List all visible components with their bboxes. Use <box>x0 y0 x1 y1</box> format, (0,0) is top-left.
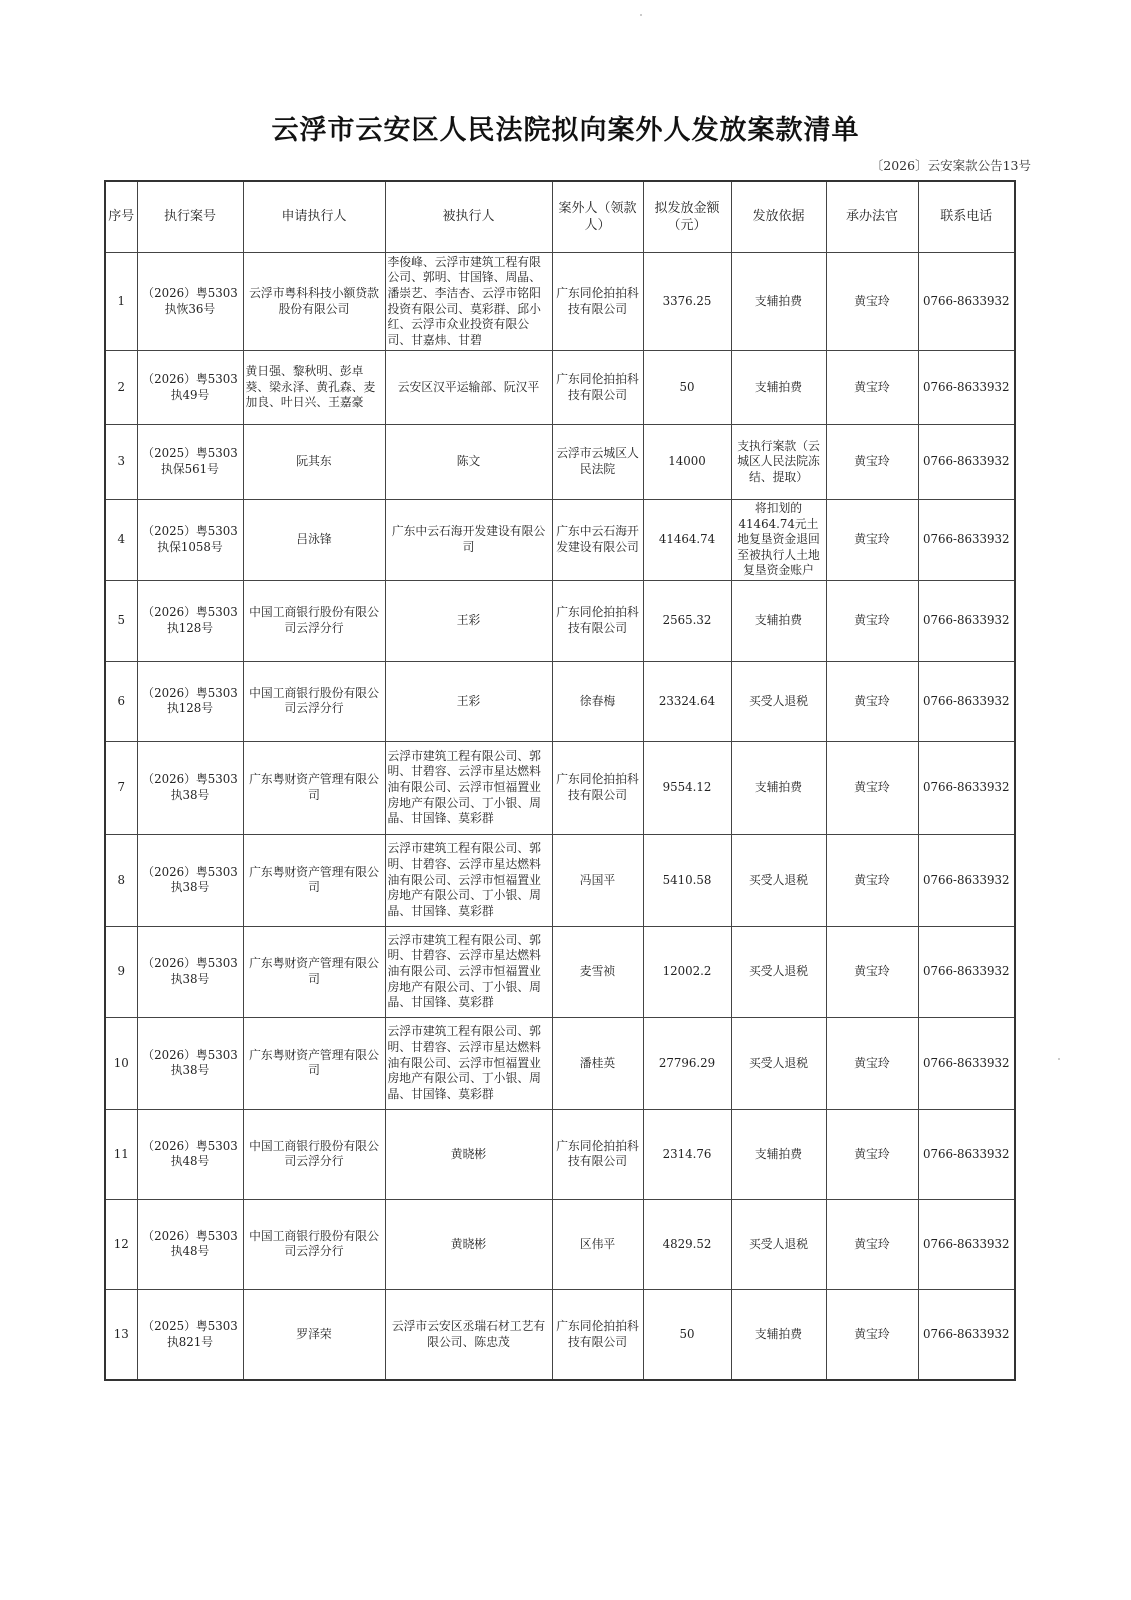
cell-judge: 黄宝玲 <box>826 741 918 834</box>
cell-judge: 黄宝玲 <box>826 1017 918 1109</box>
table-row <box>105 1017 1015 1109</box>
cell-payee: 广东同伦拍拍科技有限公司 <box>552 1109 643 1199</box>
cell-phone: 0766-8633932 <box>918 1199 1015 1289</box>
cell-respondent: 陈文 <box>385 425 552 500</box>
cell-payee: 广东同伦拍拍科技有限公司 <box>552 1289 643 1380</box>
cell-respondent: 云浮市建筑工程有限公司、郭明、甘碧容、云浮市星达燃料油有限公司、云浮市恒福置业房地产有限公司、丁小银、周晶、甘国锋、莫彩群 <box>385 834 552 926</box>
table-row <box>105 1289 1015 1380</box>
cell-no: 5 <box>105 580 137 661</box>
cell-no: 7 <box>105 741 137 834</box>
cell-basis: 买受人退税 <box>731 1017 826 1109</box>
col-header-respondent: 被执行人 <box>385 181 552 253</box>
cell-applicant: 黄日强、黎秋明、彭卓葵、梁永泽、黄孔森、麦加良、叶日兴、王嘉豪 <box>243 351 385 425</box>
cell-applicant: 广东粤财资产管理有限公司 <box>243 1017 385 1109</box>
cell-payee: 潘桂英 <box>552 1017 643 1109</box>
cell-case: （2026）粤5303执38号 <box>137 741 243 834</box>
cell-applicant: 罗泽荣 <box>243 1289 385 1380</box>
cell-phone: 0766-8633932 <box>918 1017 1015 1109</box>
cell-basis: 将扣划的41464.74元土地复垦资金退回至被执行人土地复垦资金账户 <box>731 500 826 581</box>
cell-phone: 0766-8633932 <box>918 1289 1015 1380</box>
cell-basis: 买受人退税 <box>731 834 826 926</box>
cell-judge: 黄宝玲 <box>826 253 918 351</box>
notice-number: 〔2026〕云安案款公告13号 <box>870 158 1031 173</box>
cell-case: （2026）粤5303执128号 <box>137 580 243 661</box>
cell-basis: 支辅拍费 <box>731 253 826 351</box>
cell-phone: 0766-8633932 <box>918 741 1015 834</box>
col-header-case: 执行案号 <box>137 181 243 253</box>
table-row <box>105 425 1015 500</box>
cell-no: 8 <box>105 834 137 926</box>
cell-phone: 0766-8633932 <box>918 425 1015 500</box>
scan-speck <box>1058 1058 1060 1060</box>
payout-table <box>104 180 1016 1381</box>
cell-applicant: 中国工商银行股份有限公司云浮分行 <box>243 661 385 741</box>
col-header-no: 序号 <box>105 181 137 253</box>
cell-payee: 广东中云石海开发建设有限公司 <box>552 500 643 581</box>
cell-respondent: 云浮市建筑工程有限公司、郭明、甘碧容、云浮市星达燃料油有限公司、云浮市恒福置业房地产有限公司、丁小银、周晶、甘国锋、莫彩群 <box>385 741 552 834</box>
cell-applicant: 吕泳锋 <box>243 500 385 581</box>
cell-phone: 0766-8633932 <box>918 351 1015 425</box>
table-row <box>105 580 1015 661</box>
cell-basis: 买受人退税 <box>731 1199 826 1289</box>
cell-amount: 50 <box>643 351 731 425</box>
col-header-payee: 案外人（领款人） <box>552 181 643 253</box>
cell-applicant: 广东粤财资产管理有限公司 <box>243 834 385 926</box>
cell-no: 6 <box>105 661 137 741</box>
cell-respondent: 王彩 <box>385 661 552 741</box>
cell-judge: 黄宝玲 <box>826 1109 918 1199</box>
col-header-amount: 拟发放金额（元） <box>643 181 731 253</box>
cell-case: （2026）粤5303执48号 <box>137 1199 243 1289</box>
cell-applicant: 云浮市粤科科技小额贷款股份有限公司 <box>243 253 385 351</box>
cell-no: 10 <box>105 1017 137 1109</box>
cell-respondent: 黄晓彬 <box>385 1109 552 1199</box>
page-title: 云浮市云安区人民法院拟向案外人发放案款清单 <box>271 115 860 146</box>
cell-respondent: 王彩 <box>385 580 552 661</box>
cell-basis: 买受人退税 <box>731 661 826 741</box>
cell-judge: 黄宝玲 <box>826 834 918 926</box>
cell-no: 13 <box>105 1289 137 1380</box>
table-row <box>105 926 1015 1017</box>
cell-amount: 2314.76 <box>643 1109 731 1199</box>
cell-amount: 41464.74 <box>643 500 731 581</box>
cell-payee: 广东同伦拍拍科技有限公司 <box>552 253 643 351</box>
col-header-judge: 承办法官 <box>826 181 918 253</box>
cell-case: （2025）粤5303执821号 <box>137 1289 243 1380</box>
cell-no: 2 <box>105 351 137 425</box>
cell-respondent: 云浮市云安区丞瑞石材工艺有限公司、陈忠茂 <box>385 1289 552 1380</box>
cell-judge: 黄宝玲 <box>826 1289 918 1380</box>
col-header-phone: 联系电话 <box>918 181 1015 253</box>
cell-judge: 黄宝玲 <box>826 351 918 425</box>
cell-amount: 9554.12 <box>643 741 731 834</box>
cell-case: （2025）粤5303执保1058号 <box>137 500 243 581</box>
cell-case: （2026）粤5303执128号 <box>137 661 243 741</box>
cell-applicant: 中国工商银行股份有限公司云浮分行 <box>243 1199 385 1289</box>
table-row <box>105 500 1015 581</box>
cell-case: （2026）粤5303执48号 <box>137 1109 243 1199</box>
cell-no: 12 <box>105 1199 137 1289</box>
scan-speck <box>640 14 642 16</box>
cell-respondent: 黄晓彬 <box>385 1199 552 1289</box>
cell-no: 3 <box>105 425 137 500</box>
cell-respondent: 广东中云石海开发建设有限公司 <box>385 500 552 581</box>
cell-payee: 云浮市云城区人民法院 <box>552 425 643 500</box>
table-row <box>105 351 1015 425</box>
cell-amount: 5410.58 <box>643 834 731 926</box>
cell-payee: 区伟平 <box>552 1199 643 1289</box>
cell-amount: 12002.2 <box>643 926 731 1017</box>
cell-case: （2026）粤5303执49号 <box>137 351 243 425</box>
cell-no: 9 <box>105 926 137 1017</box>
cell-amount: 4829.52 <box>643 1199 731 1289</box>
cell-case: （2026）粤5303执38号 <box>137 1017 243 1109</box>
table-row <box>105 834 1015 926</box>
table-row <box>105 1199 1015 1289</box>
cell-respondent: 云浮市建筑工程有限公司、郭明、甘碧容、云浮市星达燃料油有限公司、云浮市恒福置业房地产有限公司、丁小银、周晶、甘国锋、莫彩群 <box>385 926 552 1017</box>
cell-respondent: 云浮市建筑工程有限公司、郭明、甘碧容、云浮市星达燃料油有限公司、云浮市恒福置业房地产有限公司、丁小银、周晶、甘国锋、莫彩群 <box>385 1017 552 1109</box>
table-header-row <box>105 181 1015 253</box>
cell-basis: 支辅拍费 <box>731 1109 826 1199</box>
cell-case: （2026）粤5303执恢36号 <box>137 253 243 351</box>
cell-phone: 0766-8633932 <box>918 580 1015 661</box>
cell-applicant: 中国工商银行股份有限公司云浮分行 <box>243 1109 385 1199</box>
cell-judge: 黄宝玲 <box>826 500 918 581</box>
table-row <box>105 661 1015 741</box>
col-header-applicant: 申请执行人 <box>243 181 385 253</box>
cell-case: （2026）粤5303执38号 <box>137 834 243 926</box>
cell-judge: 黄宝玲 <box>826 425 918 500</box>
cell-basis: 买受人退税 <box>731 926 826 1017</box>
cell-applicant: 广东粤财资产管理有限公司 <box>243 741 385 834</box>
cell-phone: 0766-8633932 <box>918 500 1015 581</box>
cell-case: （2026）粤5303执38号 <box>137 926 243 1017</box>
cell-payee: 冯国平 <box>552 834 643 926</box>
cell-respondent: 云安区汉平运输部、阮汉平 <box>385 351 552 425</box>
cell-basis: 支辅拍费 <box>731 351 826 425</box>
cell-payee: 广东同伦拍拍科技有限公司 <box>552 351 643 425</box>
cell-judge: 黄宝玲 <box>826 580 918 661</box>
cell-basis: 支辅拍费 <box>731 580 826 661</box>
cell-amount: 23324.64 <box>643 661 731 741</box>
cell-basis: 支执行案款（云城区人民法院冻结、提取） <box>731 425 826 500</box>
cell-case: （2025）粤5303执保561号 <box>137 425 243 500</box>
table-row <box>105 253 1015 351</box>
cell-phone: 0766-8633932 <box>918 834 1015 926</box>
table-row <box>105 741 1015 834</box>
cell-applicant: 广东粤财资产管理有限公司 <box>243 926 385 1017</box>
cell-phone: 0766-8633932 <box>918 1109 1015 1199</box>
cell-judge: 黄宝玲 <box>826 926 918 1017</box>
cell-payee: 广东同伦拍拍科技有限公司 <box>552 741 643 834</box>
cell-basis: 支辅拍费 <box>731 741 826 834</box>
cell-payee: 徐春梅 <box>552 661 643 741</box>
cell-payee: 广东同伦拍拍科技有限公司 <box>552 580 643 661</box>
table-row <box>105 1109 1015 1199</box>
cell-respondent: 李俊峰、云浮市建筑工程有限公司、郭明、甘国锋、周晶、潘崇艺、李洁杏、云浮市铭阳投资有限公司、莫彩群、邱小红、云浮市众业投资有限公司、甘嘉炜、甘碧 <box>385 253 552 351</box>
cell-payee: 麦雪祯 <box>552 926 643 1017</box>
cell-judge: 黄宝玲 <box>826 661 918 741</box>
cell-applicant: 中国工商银行股份有限公司云浮分行 <box>243 580 385 661</box>
cell-applicant: 阮其东 <box>243 425 385 500</box>
cell-phone: 0766-8633932 <box>918 926 1015 1017</box>
cell-phone: 0766-8633932 <box>918 661 1015 741</box>
cell-no: 11 <box>105 1109 137 1199</box>
cell-no: 1 <box>105 253 137 351</box>
col-header-basis: 发放依据 <box>731 181 826 253</box>
cell-amount: 50 <box>643 1289 731 1380</box>
cell-amount: 27796.29 <box>643 1017 731 1109</box>
cell-amount: 2565.32 <box>643 580 731 661</box>
cell-no: 4 <box>105 500 137 581</box>
cell-phone: 0766-8633932 <box>918 253 1015 351</box>
cell-basis: 支辅拍费 <box>731 1289 826 1380</box>
cell-amount: 14000 <box>643 425 731 500</box>
cell-amount: 3376.25 <box>643 253 731 351</box>
cell-judge: 黄宝玲 <box>826 1199 918 1289</box>
